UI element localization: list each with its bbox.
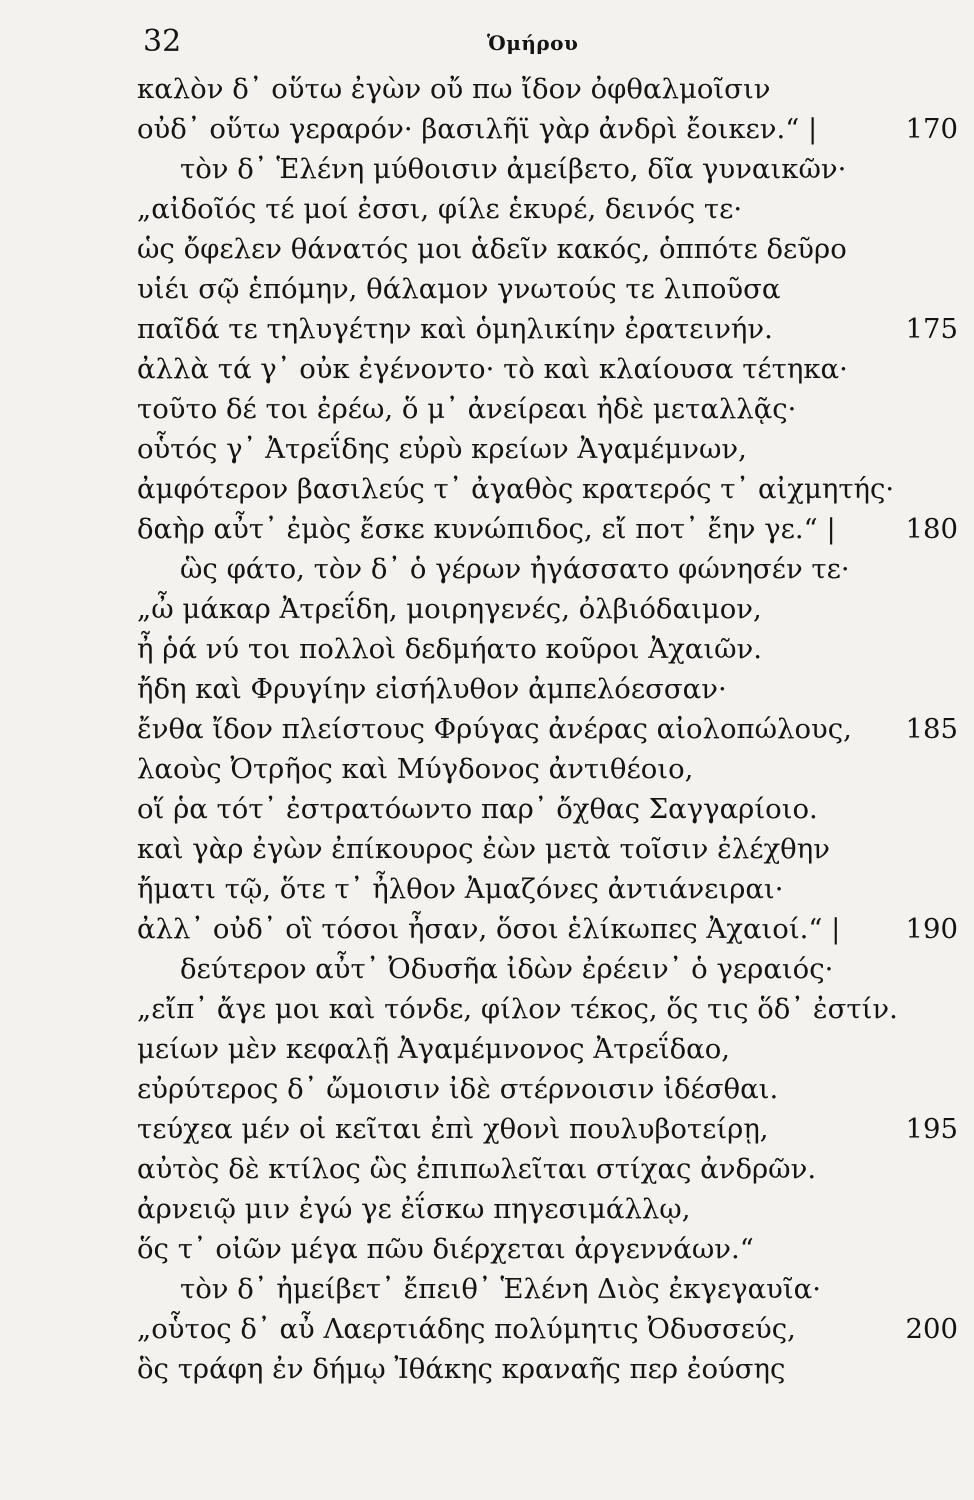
verse-text: ἤδη καὶ Φρυγίην εἰσήλυθον ἀμπελόεσσαν· <box>137 673 727 705</box>
verse-text: καλὸν δ᾽ οὕτω ἐγὼν οὔ πω ἴδον ὀφθαλμοῖσιν <box>137 73 771 105</box>
verse-text: ὣς φάτο, τὸν δ᾽ ὁ γέρων ἠγάσσατο φώνησέν τε· <box>180 553 850 585</box>
verse-text: εὐρύτερος δ᾽ ὤμοισιν ἰδὲ στέρνοισιν ἰδέσθαι. <box>137 1073 779 1105</box>
verse-line <box>0 909 974 949</box>
line-number: 180 <box>905 513 958 545</box>
line-number: 200 <box>905 1313 958 1345</box>
verse-line <box>0 69 974 109</box>
verse-line <box>0 1029 974 1069</box>
verse-text: δεύτερον αὖτ᾽ Ὀδυσῆα ἰδὼν ἐρέειν᾽ ὁ γεραιός· <box>180 953 834 985</box>
verse-text: ὃς τράφη ἐν δήμῳ Ἰθάκης κραναῆς περ ἐούσης <box>137 1353 786 1385</box>
verse-text: καὶ γὰρ ἐγὼν ἐπίκουρος ἐὼν μετὰ τοῖσιν ἐλέχθην <box>137 833 830 865</box>
verse-text: παῖδά τε τηλυγέτην καὶ ὁμηλικίην ἐρατεινήν. <box>137 313 773 345</box>
verse-text: ὅς τ᾽ οἰῶν μέγα πῶυ διέρχεται ἀργεννάων.“ <box>137 1233 754 1265</box>
verse-line <box>0 1269 974 1309</box>
verse-text: „οὗτος δ᾽ αὖ Λαερτιάδης πολύμητις Ὀδυσσεύς, <box>137 1313 796 1345</box>
page-header <box>0 22 974 62</box>
verse-line <box>0 629 974 669</box>
line-number: 175 <box>905 313 958 345</box>
verse-text: υἱέι σῷ ἑπόμην, θάλαμον γνωτούς τε λιποῦσα <box>137 273 781 305</box>
verse-line <box>0 789 974 829</box>
verse-line <box>0 949 974 989</box>
verse-line <box>0 109 974 149</box>
verse-line <box>0 269 974 309</box>
verse-line <box>0 309 974 349</box>
verse-text: αὐτὸς δὲ κτίλος ὣς ἐπιπωλεῖται στίχας ἀνδρῶν. <box>137 1153 817 1185</box>
verse-line <box>0 1229 974 1269</box>
verse-line <box>0 1109 974 1149</box>
verse-line <box>0 669 974 709</box>
verse-line <box>0 989 974 1029</box>
line-number: 185 <box>905 713 958 745</box>
verse-line <box>0 389 974 429</box>
verse-text: ἔνθα ἴδον πλείστους Φρύγας ἀνέρας αἰολοπώλους, <box>137 713 852 745</box>
verse-line <box>0 829 974 869</box>
verse-block <box>0 69 974 1389</box>
verse-line <box>0 1069 974 1109</box>
verse-line <box>0 869 974 909</box>
verse-text: ἀλλὰ τά γ᾽ οὐκ ἐγένοντο· τὸ καὶ κλαίουσα τέτηκα· <box>137 353 848 385</box>
verse-line <box>0 429 974 469</box>
verse-line <box>0 549 974 589</box>
verse-text: ἦ ῥά νύ τοι πολλοὶ δεδμήατο κοῦροι Ἀχαιῶν. <box>137 633 762 665</box>
verse-line <box>0 749 974 789</box>
verse-text: „εἴπ᾽ ἄγε μοι καὶ τόνδε, φίλον τέκος, ὅς τις ὅδ᾽ ἐστίν. <box>137 993 898 1025</box>
verse-line <box>0 1189 974 1229</box>
verse-line <box>0 509 974 549</box>
running-title: Ὁμήρου <box>487 31 579 55</box>
verse-line <box>0 709 974 749</box>
verse-text: τοῦτο δέ τοι ἐρέω, ὅ μ᾽ ἀνείρεαι ἠδὲ μεταλλᾷς· <box>137 393 797 425</box>
verse-line <box>0 189 974 229</box>
verse-text: τὸν δ᾽ Ἑλένη μύθοισιν ἀμείβετο, δῖα γυναικῶν· <box>180 153 847 185</box>
line-number: 190 <box>905 913 958 945</box>
verse-text: „ὦ μάκαρ Ἀτρεΐδη, μοιρηγενές, ὀλβιόδαιμον, <box>137 593 762 625</box>
verse-text: λαοὺς Ὀτρῆος καὶ Μύγδονος ἀντιθέοιο, <box>137 753 694 785</box>
verse-text: τεύχεα μέν οἱ κεῖται ἐπὶ χθονὶ πουλυβοτείρῃ, <box>137 1113 769 1145</box>
verse-line <box>0 1349 974 1389</box>
verse-line <box>0 469 974 509</box>
verse-text: ἀμφότερον βασιλεύς τ᾽ ἀγαθὸς κρατερός τ᾽ αἰχμητής· <box>137 473 895 505</box>
verse-text: οἵ ῥα τότ᾽ ἐστρατόωντο παρ᾽ ὄχθας Σαγγαρίοιο. <box>137 793 818 825</box>
verse-text: ἀλλ᾽ οὐδ᾽ οἳ τόσοι ἦσαν, ὅσοι ἑλίκωπες Ἀχαιοί.“ | <box>137 913 841 945</box>
verse-line <box>0 1309 974 1349</box>
verse-text: δαὴρ αὖτ᾽ ἐμὸς ἔσκε κυνώπιδος, εἴ ποτ᾽ ἔην γε.“ | <box>137 513 836 545</box>
verse-text: „αἰδοῖός τέ μοί ἐσσι, φίλε ἑκυρέ, δεινός τε· <box>137 193 743 225</box>
verse-text: μείων μὲν κεφαλῇ Ἀγαμέμνονος Ἀτρεΐδαο, <box>137 1033 731 1065</box>
verse-text: ἀρνειῷ μιν ἐγώ γε ἐΐσκω πηγεσιμάλλῳ, <box>137 1193 691 1225</box>
verse-text: οὗτός γ᾽ Ἀτρεΐδης εὐρὺ κρείων Ἀγαμέμνων, <box>137 433 747 465</box>
line-number: 170 <box>905 113 958 145</box>
verse-line <box>0 589 974 629</box>
verse-line <box>0 149 974 189</box>
page-number: 32 <box>143 24 182 59</box>
verse-line <box>0 1149 974 1189</box>
verse-line <box>0 349 974 389</box>
verse-text: οὐδ᾽ οὕτω γεραρόν· βασιλῆϊ γὰρ ἀνδρὶ ἔοικεν.“ | <box>137 113 818 145</box>
verse-line <box>0 229 974 269</box>
line-number: 195 <box>905 1113 958 1145</box>
verse-text: τὸν δ᾽ ἠμείβετ᾽ ἔπειθ᾽ Ἑλένη Διὸς ἐκγεγαυῖα· <box>180 1273 821 1305</box>
verse-text: ἤματι τῷ, ὅτε τ᾽ ἦλθον Ἀμαζόνες ἀντιάνειραι· <box>137 873 784 905</box>
verse-text: ὡς ὄφελεν θάνατός μοι ἁδεῖν κακός, ὁππότε δεῦρο <box>137 233 847 265</box>
